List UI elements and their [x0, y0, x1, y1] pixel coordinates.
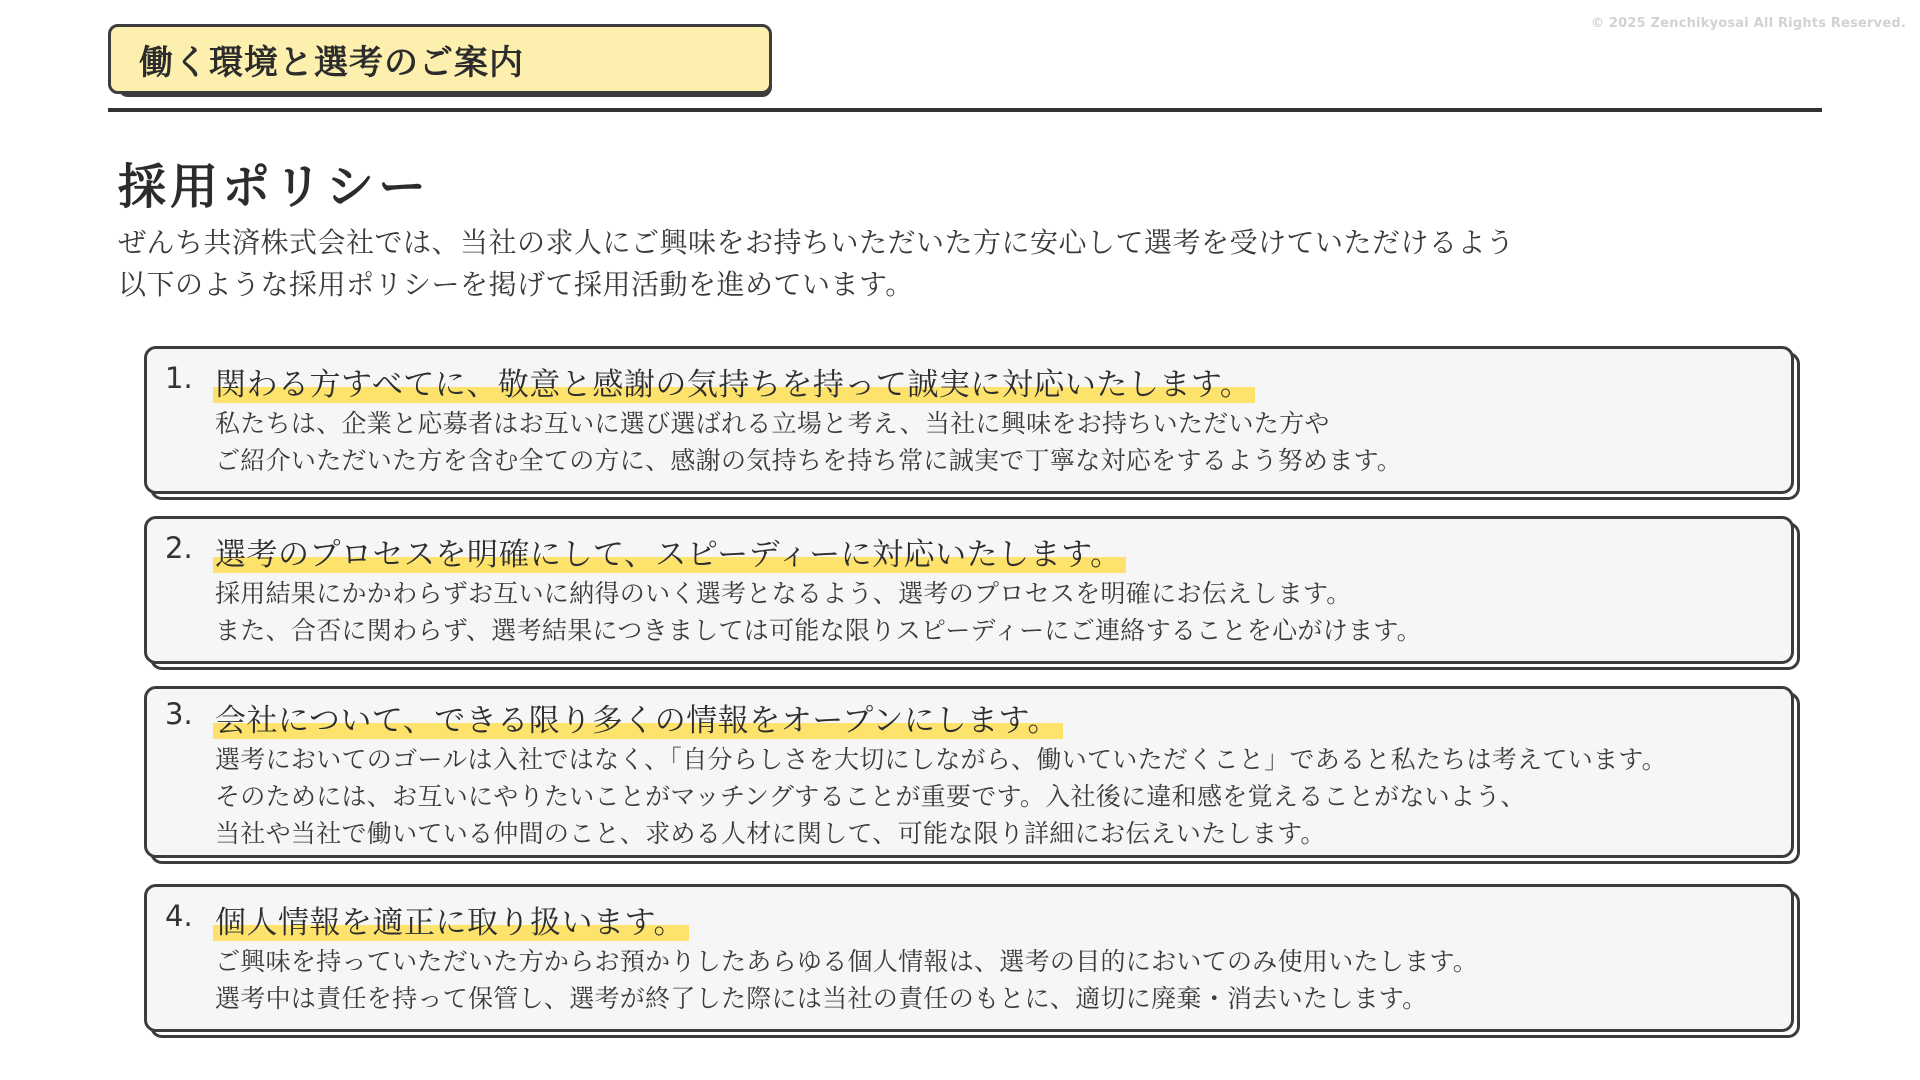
- policy-description-line: ご興味を持っていただいた方からお預かりしたあらゆる個人情報は、選考の目的においてのみ使用いたします。: [215, 947, 1479, 976]
- policy-heading-text: 個人情報を適正に取り扱います。: [213, 905, 689, 941]
- policy-description-line: そのためには、お互いにやりたいことがマッチングすることが重要です。入社後に違和感を覚えることがないよう、: [215, 782, 1526, 811]
- policy-number: 4.: [165, 899, 193, 933]
- policy-description: [215, 943, 1478, 1017]
- policy-description-line: 選考中は責任を持って保管し、選考が終了した際には当社の責任のもとに、適切に廃棄・消去いたします。: [215, 984, 1428, 1013]
- section-tag-label: 働く環境と選考のご案内: [108, 24, 772, 94]
- policy-number: 2.: [165, 531, 193, 565]
- intro-line: 以下のような採用ポリシーを掲げて採用活動を進めています。: [118, 268, 914, 301]
- policy-heading: [213, 529, 1126, 574]
- policy-number: 3.: [165, 697, 193, 731]
- section-tag: [108, 24, 778, 102]
- policy-heading: [213, 359, 1255, 404]
- policy-description-line: ご紹介いただいた方を含む全ての方に、感謝の気持ちを持ち常に誠実で丁寧な対応をするよう努めます。: [215, 446, 1403, 475]
- policy-description-line: 私たちは、企業と応募者はお互いに選び選ばれる立場と考え、当社に興味をお持ちいただいた方や: [215, 409, 1330, 438]
- policy-heading-text: 選考のプロセスを明確にして、スピーディーに対応いたします。: [213, 537, 1126, 573]
- card-body: [144, 686, 1794, 858]
- card-body: [144, 516, 1794, 664]
- policy-description: [215, 741, 1667, 852]
- policy-heading-text: 会社について、できる限り多くの情報をオープンにします。: [213, 703, 1063, 739]
- policy-card-1: [144, 346, 1794, 494]
- copyright-text: © 2025 Zenchikyosai All Rights Reserved.: [1590, 16, 1906, 31]
- header-divider: [108, 108, 1822, 112]
- policy-card-2: [144, 516, 1794, 664]
- policy-description-line: また、合否に関わらず、選考結果につきましては可能な限りスピーディーにご連絡することを心がけます。: [215, 616, 1422, 645]
- policy-card-3: [144, 686, 1794, 858]
- intro-text: [118, 222, 1515, 306]
- policy-description: [215, 405, 1402, 479]
- policy-heading: [213, 897, 689, 942]
- policy-description-line: 採用結果にかかわらずお互いに納得のいく選考となるよう、選考のプロセスを明確にお伝えします。: [215, 579, 1352, 608]
- card-body: [144, 346, 1794, 494]
- policy-description-line: 選考においてのゴールは入社ではなく、「自分らしさを大切にしながら、働いていただくこと」であると私たちは考えています。: [215, 745, 1667, 774]
- policy-description: [215, 575, 1422, 649]
- policy-card-4: [144, 884, 1794, 1032]
- policy-heading: [213, 695, 1063, 740]
- policy-description-line: 当社や当社で働いている仲間のこと、求める人材に関して、可能な限り詳細にお伝えいたします。: [215, 819, 1326, 848]
- card-body: [144, 884, 1794, 1032]
- policy-number: 1.: [165, 361, 193, 395]
- policy-heading-text: 関わる方すべてに、敬意と感謝の気持ちを持って誠実に対応いたします。: [213, 367, 1255, 403]
- page-title: 採用ポリシー: [118, 159, 431, 215]
- intro-line: ぜんち共済株式会社では、当社の求人にご興味をお持ちいただいた方に安心して選考を受けていただけるよう: [118, 226, 1515, 259]
